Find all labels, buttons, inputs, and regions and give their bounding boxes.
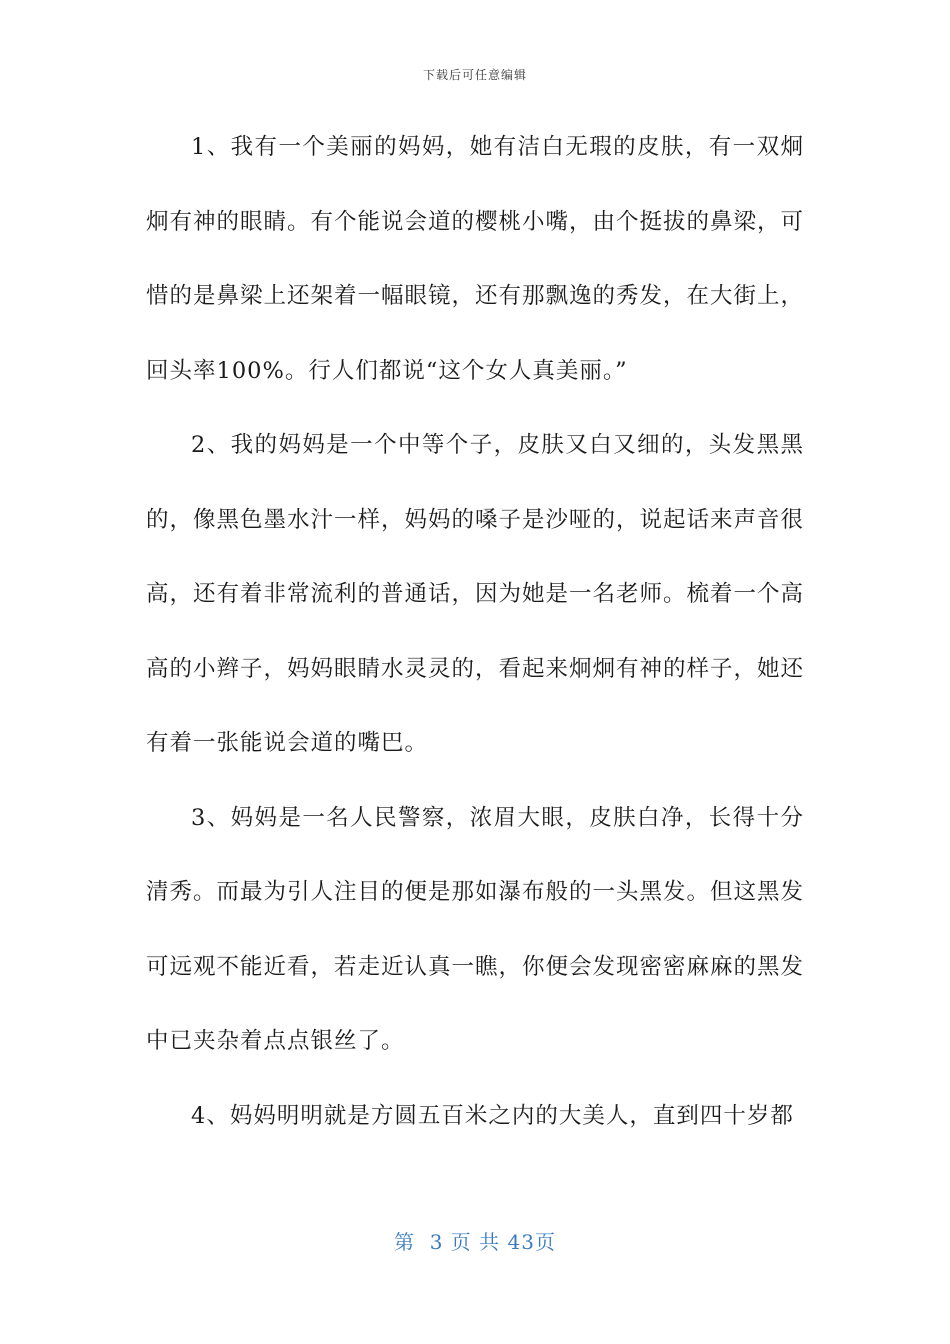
paragraph-2: 2、我的妈妈是一个中等个子，皮肤又白又细的，头发黑黑的，像黑色墨水汁一样，妈妈的嗓子是沙哑的，说起话来声音很高，还有着非常流利的普通话，因为她是一名老师。梳着一个高高的小辫子，妈妈眼睛水灵灵的，看起来炯炯有神的样子，她还有着一张能说会道的嘴巴。 (146, 432, 805, 756)
paragraph-1: 1、我有一个美丽的妈妈，她有洁白无瑕的皮肤，有一双炯炯有神的眼睛。有个能说会道的樱桃小嘴，由个挺拔的鼻梁，可惜的是鼻梁上还架着一幅眼镜，还有那飘逸的秀发，在大街上，回头率100%。行人们都说“这个女人真美丽。” (146, 134, 805, 384)
page-header: 下载后可任意编辑 (422, 68, 527, 82)
paragraph-4: 4、妈妈明明就是方圆五百米之内的大美人，直到四十岁都 (191, 1102, 794, 1129)
document-body (146, 110, 804, 1153)
page-number-footer: 第 3 页 共 43页 (394, 1230, 556, 1254)
paragraph-3: 3、妈妈是一名人民警察，浓眉大眼，皮肤白净，长得十分清秀。而最为引人注目的便是那如瀑布般的一头黑发。但这黑发可远观不能近看，若走近认真一瞧，你便会发现密密麻麻的黑发中已夹杂着点点银丝了。 (146, 804, 805, 1054)
